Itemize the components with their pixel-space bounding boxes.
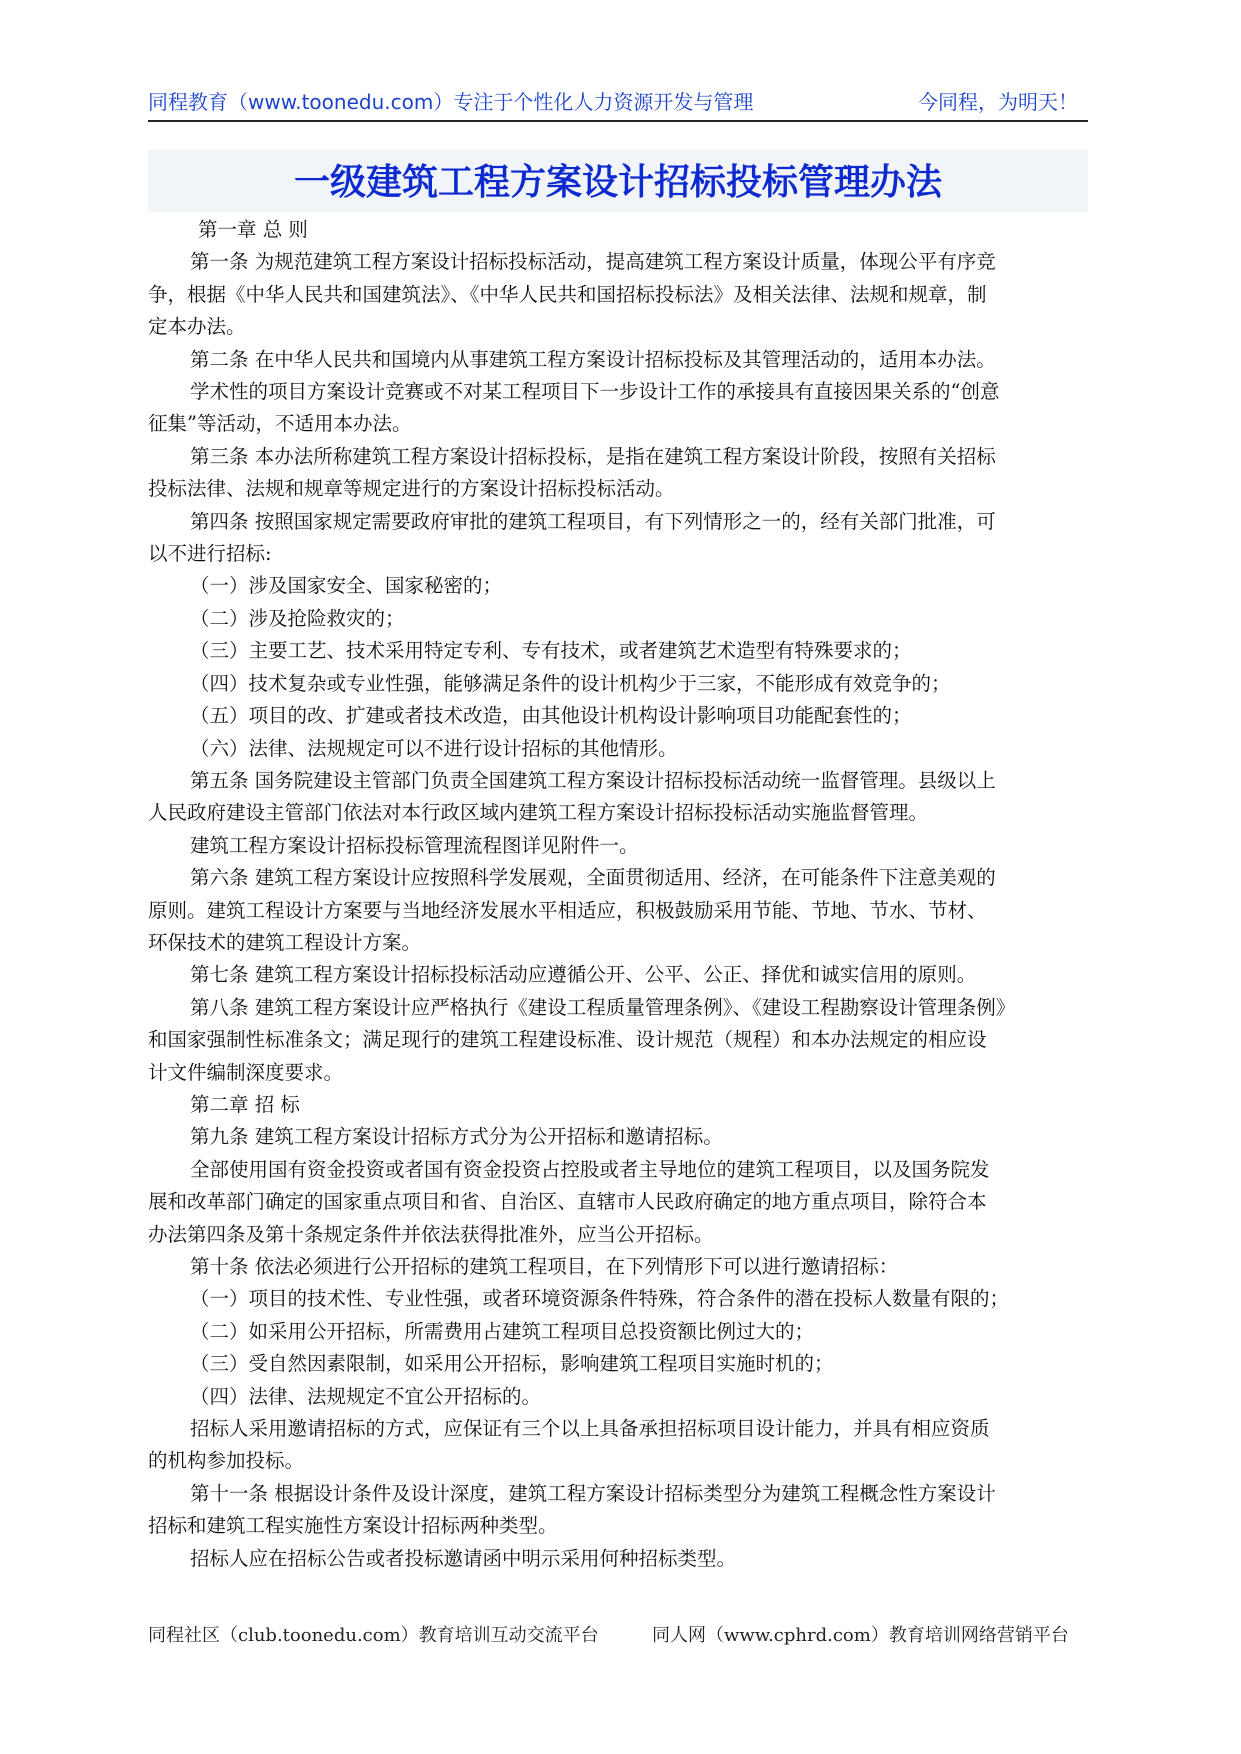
text-line: 办法第四条及第十条规定条件并依法获得批准外，应当公开招标。 [148,1222,714,1246]
text-line: （一）项目的技术性、专业性强，或者环境资源条件特殊，符合条件的潜在投标人数量有限的； [190,1287,1010,1311]
text-line: （四）技术复杂或专业性强，能够满足条件的设计机构少于三家，不能形成有效竞争的； [190,671,951,695]
text-line: 争，根据《中华人民共和国建筑法》、《中华人民共和国招标投标法》及相关法律、法规和规章，制 [148,282,987,306]
text-line: 第六条 建筑工程方案设计应按照科学发展观，全面贯彻适用、经济，在可能条件下注意美观的 [190,866,996,890]
text-line: （四）法律、法规规定不宜公开招标的。 [190,1384,542,1408]
text-line: 展和改革部门确定的国家重点项目和省、自治区、直辖市人民政府确定的地方重点项目，除符合本 [148,1190,987,1214]
text-line: （二）如采用公开招标，所需费用占建筑工程项目总投资额比例过大的； [190,1319,815,1343]
text-line: 以不进行招标: [148,542,272,566]
text-line: 环保技术的建筑工程设计方案。 [148,930,422,954]
text-line: 征集”等活动，不适用本办法。 [148,412,412,436]
document-title: 一级建筑工程方案设计招标投标管理办法 [293,161,942,203]
text-line: 学术性的项目方案设计竞赛或不对某工程项目下一步设计工作的承接具有直接因果关系的“创意 [190,380,1000,404]
header-left-text: 同程教育（www.toonedu.com）专注于个性化人力资源开发与管理 [148,90,754,114]
text-line: 第十一条 根据设计条件及设计深度，建筑工程方案设计招标类型分为建筑工程概念性方案设计 [190,1481,996,1505]
footer-left-text: 同程社区（club.toonedu.com）教育培训互动交流平台 [148,1625,599,1646]
text-line: 招标人应在招标公告或者投标邀请函中明示采用何种招标类型。 [190,1546,737,1570]
text-line: （三）主要工艺、技术采用特定专利、专有技术，或者建筑艺术造型有特殊要求的； [190,639,912,663]
text-line: 投标法律、法规和规章等规定进行的方案设计招标投标活动。 [148,477,675,501]
text-line: 第九条 建筑工程方案设计招标方式分为公开招标和邀请招标。 [190,1125,723,1149]
text-line: 第三条 本办法所称建筑工程方案设计招标投标，是指在建筑工程方案设计阶段，按照有关招标 [190,444,996,468]
text-line: （一）涉及国家安全、国家秘密的； [190,574,503,598]
text-line: 第十条 依法必须进行公开招标的建筑工程项目，在下列情形下可以进行邀请招标： [190,1255,899,1278]
text-line: 人民政府建设主管部门依法对本行政区域内建筑工程方案设计招标投标活动实施监督管理。 [148,801,929,825]
text-line: 第二章 招 标 [190,1092,300,1116]
text-line: 招标人采用邀请招标的方式，应保证有三个以上具备承担招标项目设计能力，并具有相应资质 [190,1417,990,1441]
footer-right-text: 同人网（www.cphrd.com）教育培训网络营销平台 [652,1625,1069,1646]
page-header [148,88,1088,122]
header-slogan: 今同程，为明天！ [918,90,1078,114]
text-line: 计文件编制深度要求。 [148,1060,344,1084]
page-footer [148,1622,1108,1652]
text-line: 第七条 建筑工程方案设计招标投标活动应遵循公开、公平、公正、择优和诚实信用的原则。 [190,963,977,987]
text-line: 第八条 建筑工程方案设计应严格执行《建设工程质量管理条例》、《建设工程勘察设计管理条例》 [190,995,1016,1019]
text-line: 原则。建筑工程设计方案要与当地经济发展水平相适应，积极鼓励采用节能、节地、节水、节材、 [148,898,987,922]
text-line: 的机构参加投标。 [148,1449,305,1473]
text-line: 第二条 在中华人民共和国境内从事建筑工程方案设计招标投标及其管理活动的，适用本办法。 [190,347,996,371]
text-line: 建筑工程方案设计招标投标管理流程图详见附件一。 [190,833,639,857]
text-line: （五）项目的改、扩建或者技术改造，由其他设计机构设计影响项目功能配套性的； [190,704,912,728]
text-line: 定本办法。 [148,315,246,339]
text-line: 招标和建筑工程实施性方案设计招标两种类型。 [148,1514,558,1538]
text-line: 第五条 国务院建设主管部门负责全国建筑工程方案设计招标投标活动统一监督管理。县级以上 [190,768,996,792]
text-line: （二）涉及抢险救灾的； [190,606,405,630]
text-line: 第一章 总 则 [198,218,308,241]
text-line: （六）法律、法规规定可以不进行设计招标的其他情形。 [190,736,678,760]
text-line: 第四条 按照国家规定需要政府审批的建筑工程项目，有下列情形之一的，经有关部门批准，可 [190,509,996,533]
document-body [148,214,1088,1575]
text-line: （三）受自然因素限制，如采用公开招标，影响建筑工程项目实施时机的； [190,1352,834,1376]
text-line: 全部使用国有资金投资或者国有资金投资占控股或者主导地位的建筑工程项目，以及国务院发 [190,1157,990,1181]
text-line: 第一条 为规范建筑工程方案设计招标投标活动，提高建筑工程方案设计质量，体现公平有序竞 [190,250,996,274]
text-line: 和国家强制性标准条文；满足现行的建筑工程建设标准、设计规范（规程）和本办法规定的相应设 [148,1028,987,1052]
